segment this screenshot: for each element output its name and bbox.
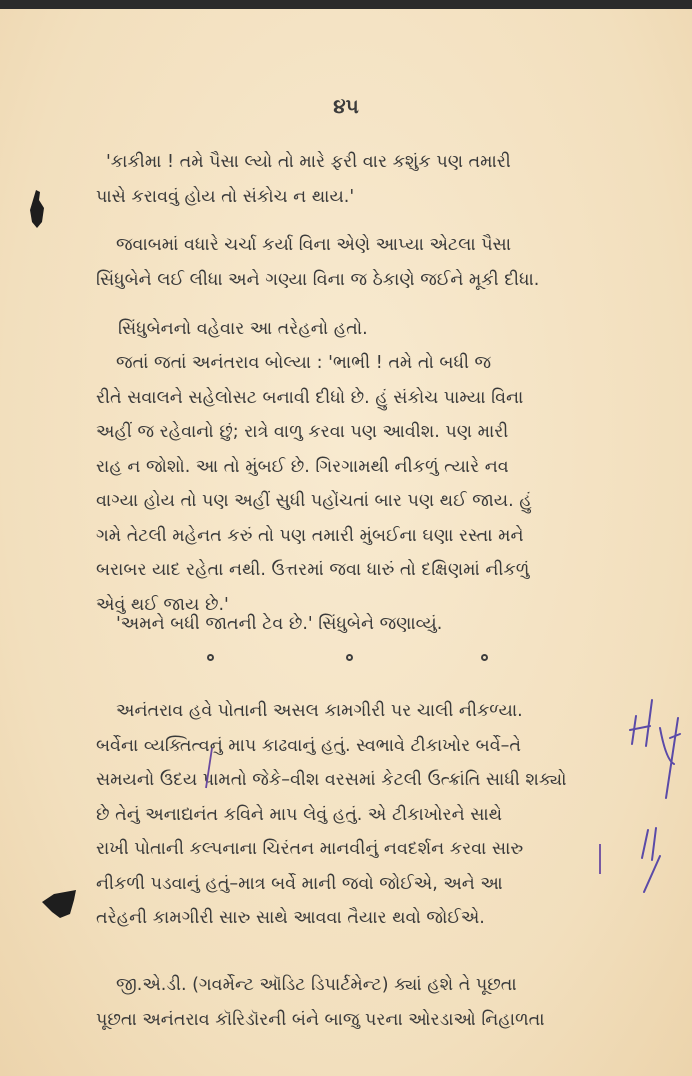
text-line: રીતે સવાલને સહેલોસટ બનાવી દીધો છે. હું સંકોચ પામ્યા વિના <box>96 387 524 408</box>
paragraph-2 <box>96 228 666 297</box>
page-number: ૪૫ <box>333 94 359 118</box>
paragraph-6 <box>96 694 666 936</box>
text-line: નીકળી પડવાનું હતું–માત્ર બર્વે માની જવો જોઈએ, અને આ <box>96 873 503 894</box>
top-scan-edge <box>0 0 692 9</box>
text-line: રાહ ન જોશો. આ તો મુંબઈ છે. ગિરગામથી નીકળું ત્યારે નવ <box>96 456 509 477</box>
text-line: 'કાકીમા ! તમે પૈસા લ્યો તો મારે ફરી વાર કશુંક પણ તમારી <box>106 152 511 172</box>
text-line: સિંધુબેનનો વહેવાર આ તરેહનો હતો. <box>118 319 368 339</box>
separator-dot <box>207 654 214 661</box>
section-separator <box>0 650 692 670</box>
text-line: જી.એ.ડી. (ગવર્મેન્ટ ઑડિટ ડિપાર્ટમેન્ટ) ક્યાં હશે તે પૂછતા <box>116 975 517 995</box>
paragraph-7 <box>96 968 666 1037</box>
paragraph-3 <box>118 312 658 347</box>
text-line: રાખી પોતાની કલ્પનાના ચિરંતન માનવીનું નવદર્શન કરવા સારુ <box>96 839 524 859</box>
ink-blot-mark <box>24 188 50 230</box>
text-line: ગમે તેટલી મહેનત કરું તો પણ તમારી મુંબઈના ઘણા રસ્તા મને <box>96 525 524 546</box>
text-line: જવાબમાં વધારે ચર્ચા કર્યા વિના એણે આપ્યા એટલા પૈસા <box>116 235 512 255</box>
pencil-margin-mark <box>626 698 688 898</box>
text-line: છે તેનું અનાદ્યનંત કવિને માપ લેવું હતું. એ ટીકાખોરને સાથે <box>96 804 503 825</box>
text-line: એવું થઈ જાય છે.' <box>96 594 229 615</box>
separator-dot <box>346 654 353 661</box>
paragraph-5 <box>116 607 666 642</box>
text-line: વાગ્યા હોય તો પણ અહીં સુધી પહોંચતાં બાર પણ થઈ જાય. હું <box>96 491 532 511</box>
ink-blot-mark <box>40 888 80 920</box>
text-line: પૂછતા અનંતરાવ કૉરિડૉરની બંને બાજુ પરના ઓરડાઓ નિહાળતા <box>96 1009 545 1030</box>
text-line: 'અમને બધી જાતની ટેવ છે.' સિંધુબેને જણાવ્યું. <box>116 614 443 634</box>
text-line: પાસે કરાવવું હોય તો સંકોચ ન થાય.' <box>96 186 355 207</box>
text-line: અનંતરાવ હવે પોતાની અસલ કામગીરી પર ચાલી નીકળ્યા. <box>116 701 523 721</box>
paragraph-4 <box>96 346 666 622</box>
separator-dot <box>481 654 488 661</box>
pencil-strike-mark <box>202 746 216 790</box>
text-line: સિંધુબેને લઈ લીધા અને ગણ્યા વિના જ ઠેકાણે જઈને મૂકી દીધા. <box>96 269 540 290</box>
text-line: બર્વેના વ્યક્તિત્વનું માપ કાઢવાનું હતું. સ્વભાવે ટીકાખોર બર્વે–તે <box>96 735 521 756</box>
text-line: અહીં જ રહેવાનો છું; રાત્રે વાળુ કરવા પણ આવીશ. પણ મારી <box>96 422 509 442</box>
text-line: તરેહની કામગીરી સારુ સાથે આવવા તૈયાર થવો જોઈએ. <box>96 908 485 928</box>
paragraph-1 <box>96 145 666 214</box>
pencil-strike-mark <box>594 842 606 876</box>
text-line: જતાં જતાં અનંતરાવ બોલ્યા : 'ભાભી ! તમે તો બધી જ <box>116 353 492 373</box>
text-line: સમયનો ઉદય પામતો જેકે–વીશ વરસમાં કેટલી ઉત્ક્રાંતિ સાધી શક્યો <box>96 770 567 790</box>
text-line: બરાબર યાદ રહેતા નથી. ઉત્તરમાં જવા ધારું તો દક્ષિણમાં નીકળું <box>96 560 530 580</box>
